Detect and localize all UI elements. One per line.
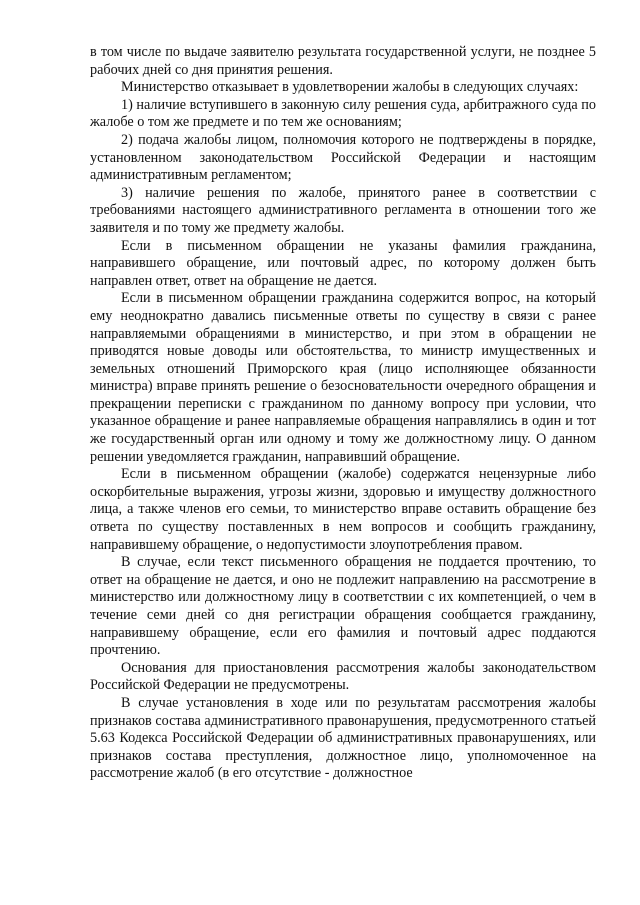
paragraph-obscene-content: Если в письменном обращении (жалобе) содержатся нецензурные либо оскорбительные выражения, угрозы жизни, здоровью и имуществу должностного лица, а также членов его семьи, то министерство вправе оставить обращение без ответа по существу поставленных в нем вопросов и сообщить гражданину, направившему обращение, о недопустимости злоупотребления правом. xyxy=(90,466,596,553)
document-page xyxy=(90,44,596,783)
paragraph-refusal-intro: Министерство отказывает в удовлетворении жалобы в следующих случаях: xyxy=(121,79,579,96)
paragraph-repeated-question: Если в письменном обращении гражданина содержится вопрос, на который ему неоднократно давались письменные ответы по существу в связи с ранее направляемыми обращениями в министерство, и при этом в обращении не приводятся новые доводы или обстоятельства, то министр имущественных и земельных отношений Приморского края (лицо исполняющее обязанности министра) вправе принять решение о безосновательности очередного обращения и прекращении переписки с гражданином по данному вопросу при условии, что указанное обращение и ранее направляемые обращения направлялись в один и тот же государственный орган или одному и тому же должностному лицу. О данном решении уведомляется гражданин, направивший обращение. xyxy=(90,290,596,465)
paragraph-refusal-case-1: 1) наличие вступившего в законную силу решения суда, арбитражного суда по жалобе о том же предмете и по тем же основаниям; xyxy=(90,96,596,131)
paragraph-suspension-grounds: Основания для приостановления рассмотрения жалобы законодательством Российской Федерации не предусмотрены. xyxy=(90,659,596,694)
paragraph-result-deadline: в том числе по выдаче заявителю результата государственной услуги, не позднее 5 рабочих дней со дня принятия решения. xyxy=(90,44,596,78)
paragraph-unreadable-text: В случае, если текст письменного обращения не поддается прочтению, то ответ на обращение не дается, и оно не подлежит направлению на рассмотрение в министерство или должностному лицу в соответствии с их компетенцией, о чем в течение семи дней со дня регистрации обращения сообщается гражданину, направившему обращение, если его фамилия и почтовый адрес поддаются прочтению. xyxy=(90,554,596,659)
paragraph-refusal-case-2: 2) подача жалобы лицом, полномочия которого не подтверждены в порядке, установленном законодательством Российской Федерации и настоящим административным регламентом; xyxy=(90,131,596,184)
paragraph-offence-signs: В случае установления в ходе или по результатам рассмотрения жалобы признаков состава административного правонарушения, предусмотренного статьей 5.63 Кодекса Российской Федерации об административных правонарушениях, или признаков состава преступления, должностное лицо, уполномоченное на рассмотрение жалоб (в его отсутствие - должностное xyxy=(90,694,596,782)
paragraph-no-name-address: Если в письменном обращении не указаны фамилия гражданина, направившего обращение, или почтовый адрес, по которому должен быть направлен ответ, ответ на обращение не дается. xyxy=(90,237,596,289)
paragraph-refusal-case-3: 3) наличие решения по жалобе, принятого ранее в соответствии с требованиями настоящего административного регламента в отношении того же заявителя и по тому же предмету жалобы. xyxy=(90,184,596,236)
